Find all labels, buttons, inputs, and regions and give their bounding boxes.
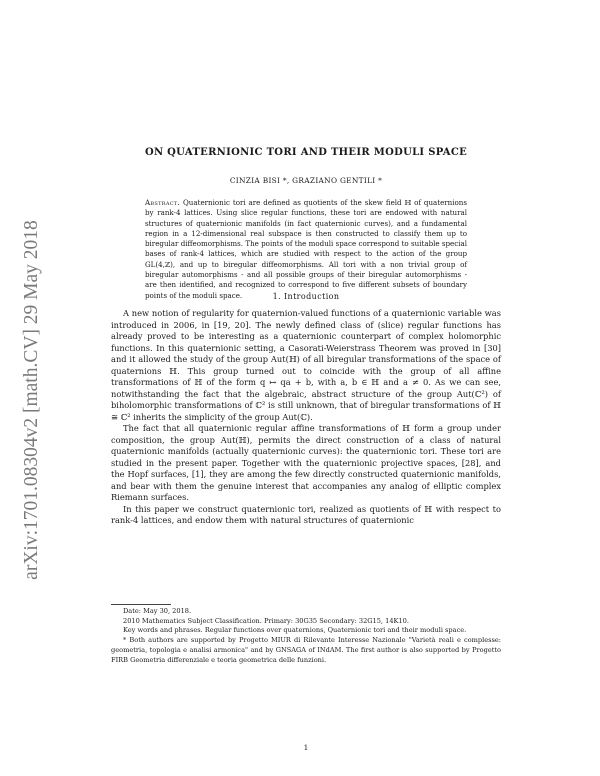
page-number: 1 [303, 743, 309, 752]
body-text [111, 308, 501, 527]
section-heading: 1. Introduction [272, 292, 340, 301]
arxiv-identifier: arXiv:1701.08304v2 [math.CV] 29 May 2018 [21, 220, 42, 580]
abstract-label: Abstract. [145, 198, 181, 207]
abstract [145, 198, 467, 301]
paper-authors: CINZIA BISI *, GRAZIANO GENTILI * [229, 176, 383, 185]
abstract-text: Quaternionic tori are defined as quotients of the skew field ℍ of quaternions by rank-4 lattices. Using slice regular functions, these tori are endowed with natural structures of quaternionic manifolds (in fact quaternionic curves), and a fundamental region in a 12-dimensional real subspace is then constructed to classify them up to biregular diffeomorphisms. The points of the moduli space correspond to suitable special bases of rank-4 lattices, which are studied with respect to the action of the group GL(4,ℤ), and up to biregular diffeomorphisms. All tori with a non trivial group of biregular automorphisms - and all possible groups of their biregular automorphisms - are then identified, and recognized to correspond to five different subsets of boundary points of the moduli space. [145, 198, 467, 300]
footnote-keywords: Key words and phrases. Regular functions over quaternions, Quaternionic tori and their moduli space. [123, 626, 467, 635]
paragraph: A new notion of regularity for quaternion-valued functions of a quaternionic variable was introduced in 2006, in [19, 20]. The newly defined class of (slice) regular functions has already proved to be interesting as a quaternionic counterpart of complex holomorphic functions. In this quaternionic setting, a Casorati-Weierstrass Theorem was proved in [30] and it allowed the study of the group Aut(ℍ) of all biregular transformations of the space of quaternions ℍ. This group turned out to coincide with the group of all affine transformations of ℍ of the form q ↦ qa + b, with a, b ∈ ℍ and a ≠ 0. As we can see, notwithstanding the fact that the algebraic, abstract structure of the group Aut(ℂ²) of biholomorphic transformations of ℂ² is still unknown, that of biregular transformations of ℍ ≅ ℂ² inherits the simplicity of the group Aut(ℂ). [111, 308, 501, 422]
arxiv-sidebar [12, 160, 52, 640]
footnote-msc: 2010 Mathematics Subject Classification. Primary: 30G35 Secondary: 32G15, 14K10. [123, 616, 409, 625]
paragraph: The fact that all quaternionic regular affine transformations of ℍ form a group under composition, the group Aut(ℍ), permits the direct construction of a class of natural quaternionic manifolds (actually quaternionic curves): the quaternionic tori. These tori are studied in the present paper. Together with the quaternionic projective spaces, [28], and the Hopf surfaces, [1], they are among the few directly constructed quaternionic manifolds, and bear with them the genuine interest that accompanies any analog of elliptic complex Riemann surfaces. [111, 423, 501, 502]
footnote-date: Date: May 30, 2018. [123, 607, 192, 615]
footnotes [111, 607, 501, 665]
paragraph: In this paper we construct quaternionic tori, realized as quotients of ℍ with respect to rank-4 lattices, and endow them with natural structures of quaternionic [111, 503, 501, 525]
footnote-funding: * Both authors are supported by Progetto MIUR di Rilevante Interesse Nazionale "Varietà reali e complesse: geometria, topologia e analisi armonica" and by GNSAGA of INdAM. The first author is also supported by Progetto FIRB Geometria differenziale e teoria geometrica delle funzioni. [111, 636, 501, 664]
footnote-divider [111, 604, 171, 605]
paper-title: ON QUATERNIONIC TORI AND THEIR MODULI SPACE [144, 147, 468, 158]
